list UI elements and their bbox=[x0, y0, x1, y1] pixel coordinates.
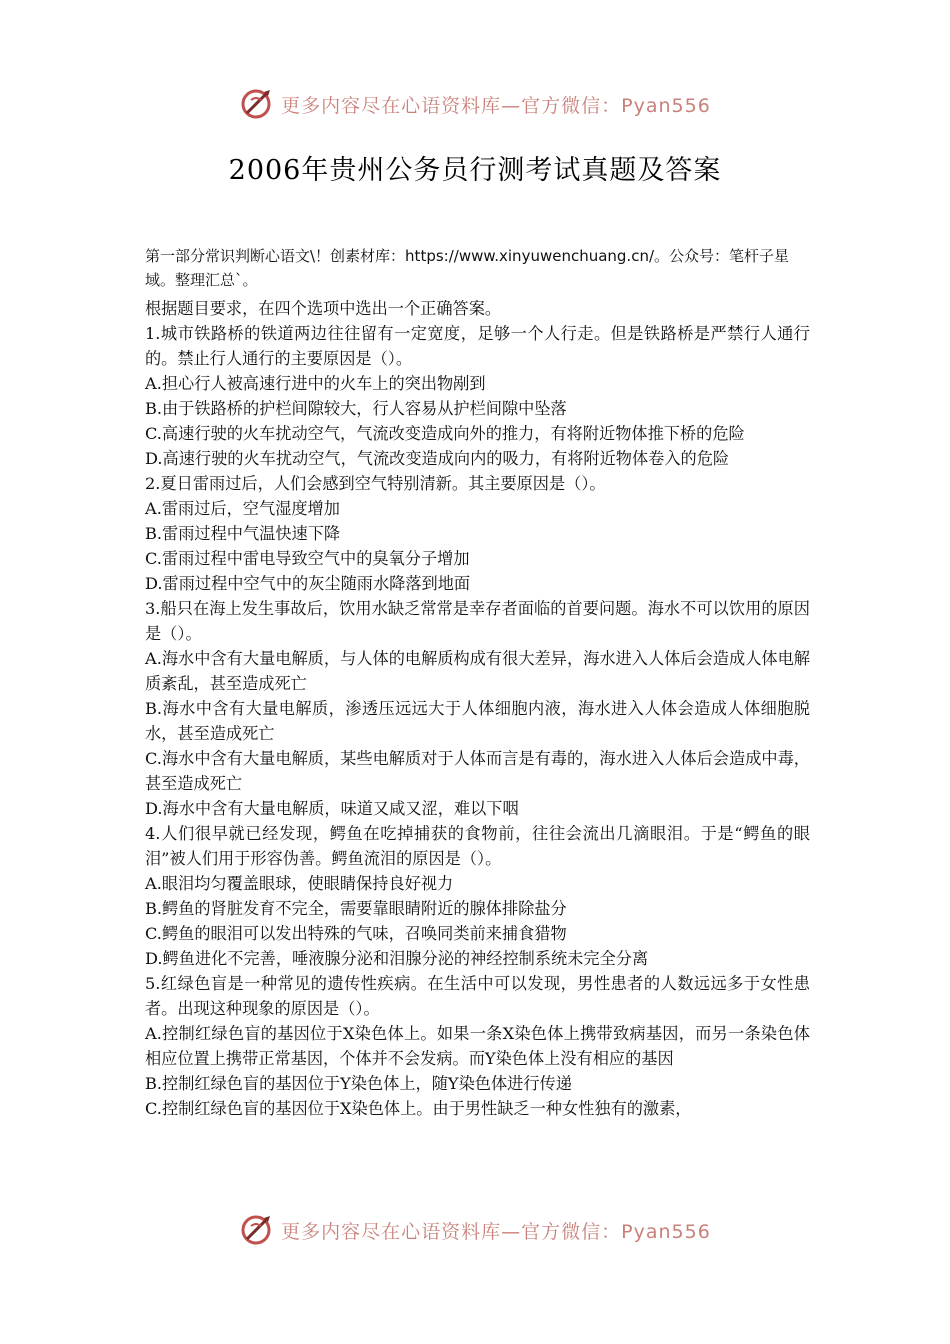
brand-logo-icon bbox=[239, 86, 275, 122]
header-banner bbox=[0, 82, 950, 126]
question-paragraph: D.鳄鱼进化不完善，唾液腺分泌和泪腺分泌的神经控制系统未完全分离 bbox=[145, 949, 649, 968]
question-paragraph: D.海水中含有大量电解质，味道又咸又涩，难以下咽 bbox=[145, 799, 519, 818]
instruction-line: 根据题目要求，在四个选项中选出一个正确答案。 bbox=[145, 299, 502, 318]
question-paragraph: A.眼泪均匀覆盖眼球，使眼睛保持良好视力 bbox=[145, 874, 454, 893]
document-body bbox=[145, 244, 810, 1121]
question-paragraph: B.鳄鱼的肾脏发育不完全，需要靠眼睛附近的腺体排除盐分 bbox=[145, 899, 567, 918]
question-paragraph: D.雷雨过程中空气中的灰尘随雨水降落到地面 bbox=[145, 574, 471, 593]
question-paragraph: 5.红绿色盲是一种常见的遗传性疾病。在生活中可以发现，男性患者的人数远远多于女性患者。出现这种现象的原因是（）。 bbox=[145, 974, 810, 1018]
question-paragraph: D.高速行驶的火车扰动空气，气流改变造成向内的吸力，有将附近物体卷入的危险 bbox=[145, 449, 730, 468]
banner-wechat-id: Pyan556 bbox=[621, 1220, 711, 1243]
question-paragraph: C.控制红绿色盲的基因位于X染色体上。由于男性缺乏一种女性独有的激素， bbox=[145, 1099, 692, 1118]
question-list bbox=[145, 296, 810, 1121]
question-paragraph: A.控制红绿色盲的基因位于X染色体上。如果一条X染色体上携带致病基因，而另一条染色体相应位置上携带正常基因，个体并不会发病。而Y染色体上没有相应的基因 bbox=[145, 1024, 810, 1068]
question-paragraph: A.海水中含有大量电解质，与人体的电解质构成有很大差异，海水进入人体后会造成人体电解质紊乱，甚至造成死亡 bbox=[145, 649, 810, 693]
page-title: 2006年贵州公务员行测考试真题及答案 bbox=[228, 155, 722, 186]
question-paragraph: B.由于铁路桥的护栏间隙较大，行人容易从护栏间隙中坠落 bbox=[145, 399, 567, 418]
question-paragraph: 2.夏日雷雨过后，人们会感到空气特别清新。其主要原因是（）。 bbox=[145, 474, 606, 493]
intro-line: 第一部分常识判断心语文\！创素材库：https://www.xinyuwenchuang.cn/。公众号：笔杆子星域。整理汇总`。 bbox=[145, 247, 790, 289]
banner-text: 更多内容尽在心语资料库—官方微信：Pyan556 bbox=[281, 94, 711, 117]
question-paragraph: A.雷雨过后，空气湿度增加 bbox=[145, 499, 340, 518]
question-paragraph: B.雷雨过程中气温快速下降 bbox=[145, 524, 341, 543]
footer-banner bbox=[0, 1208, 950, 1252]
banner-wechat-id: Pyan556 bbox=[621, 94, 711, 117]
question-paragraph: A.担心行人被高速行进中的火车上的突出物剐到 bbox=[145, 374, 486, 393]
question-paragraph: C.海水中含有大量电解质，某些电解质对于人体而言是有毒的，海水进入人体后会造成中毒，甚至造成死亡 bbox=[145, 749, 810, 793]
question-paragraph: 3.船只在海上发生事故后，饮用水缺乏常常是幸存者面临的首要问题。海水不可以饮用的原因是（）。 bbox=[145, 599, 810, 643]
question-paragraph: C.鳄鱼的眼泪可以发出特殊的气味，召唤同类前来捕食猎物 bbox=[145, 924, 567, 943]
question-paragraph: C.高速行驶的火车扰动空气，气流改变造成向外的推力，有将附近物体推下桥的危险 bbox=[145, 424, 745, 443]
question-paragraph: 1.城市铁路桥的铁道两边往往留有一定宽度，足够一个人行走。但是铁路桥是严禁行人通行的。禁止行人通行的主要原因是（）。 bbox=[145, 324, 810, 368]
question-paragraph: B.控制红绿色盲的基因位于Y染色体上，随Y染色体进行传递 bbox=[145, 1074, 572, 1093]
brand-logo-icon bbox=[239, 1212, 275, 1248]
banner-text: 更多内容尽在心语资料库—官方微信：Pyan556 bbox=[281, 1220, 711, 1243]
question-paragraph: B.海水中含有大量电解质，渗透压远远大于人体细胞内液，海水进入人体会造成人体细胞脱水，甚至造成死亡 bbox=[145, 699, 810, 743]
question-paragraph: C.雷雨过程中雷电导致空气中的臭氧分子增加 bbox=[145, 549, 470, 568]
question-paragraph: 4.人们很早就已经发现，鳄鱼在吃掉捕获的食物前，往往会流出几滴眼泪。于是“鳄鱼的眼泪”被人们用于形容伪善。鳄鱼流泪的原因是（）。 bbox=[145, 824, 810, 868]
